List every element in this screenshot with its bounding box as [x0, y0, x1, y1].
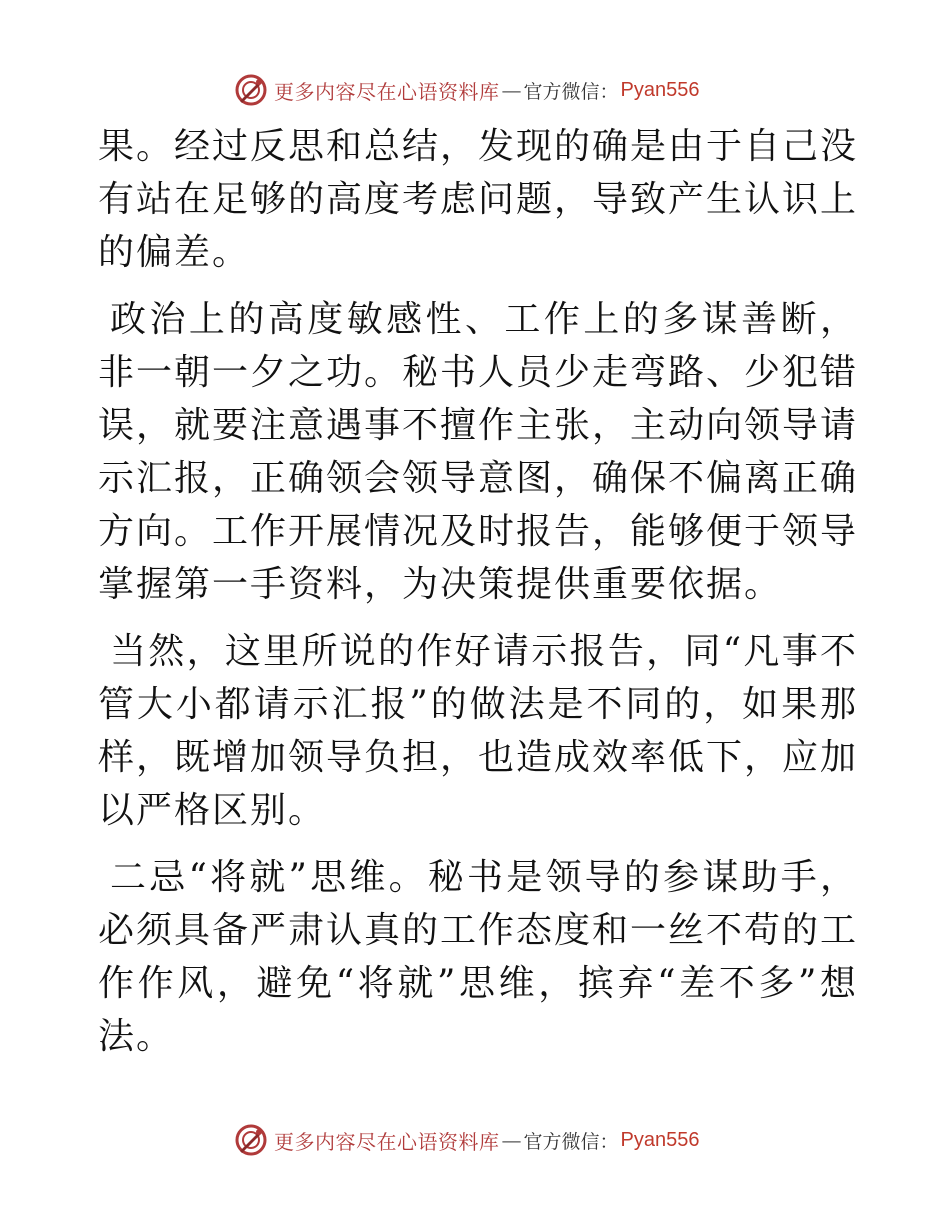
watermark-site-text: 更多内容尽在心语资料库	[274, 1129, 500, 1154]
header-watermark	[234, 72, 699, 108]
paragraph-second-taboo: 二忌“将就”思维。秘书是领导的参谋助手，必须具备严肃认真的工作态度和一丝不苟的工作作风，避免“将就”思维，摈弃“差不多”想法。	[98, 857, 859, 1057]
seal-logo-icon	[234, 1123, 268, 1157]
paragraph-reporting-note: 当然，这里所说的作好请示报告，同“凡事不管大小都请示汇报”的做法是不同的，如果那样，既增加领导负担，也造成效率低下，应加以严格区别。	[98, 631, 859, 831]
watermark-id: Pyan556	[620, 1128, 700, 1151]
seal-logo-icon	[234, 73, 268, 107]
watermark-id: Pyan556	[620, 78, 700, 101]
paragraph-continuation: 果。经过反思和总结，发现的确是由于自己没有站在足够的高度考虑问题，导致产生认识上的偏差。	[98, 126, 859, 273]
footer-watermark	[234, 1122, 699, 1158]
watermark-label: 官方微信：	[523, 80, 619, 103]
paragraph-political-sensitivity: 政治上的高度敏感性、工作上的多谋善断，非一朝一夕之功。秘书人员少走弯路、少犯错误，就要注意遇事不擅作主张，主动向领导请示汇报，正确领会领导意图，确保不偏离正确方向。工作开展情况及时报告，能够便于领导掌握第一手资料，为决策提供重要依据。	[98, 299, 859, 605]
watermark-site-text: 更多内容尽在心语资料库	[274, 79, 500, 104]
watermark-separator: —	[501, 1128, 522, 1152]
watermark-separator: —	[501, 78, 522, 102]
document-body	[98, 120, 858, 1077]
watermark-label: 官方微信：	[523, 1130, 619, 1153]
